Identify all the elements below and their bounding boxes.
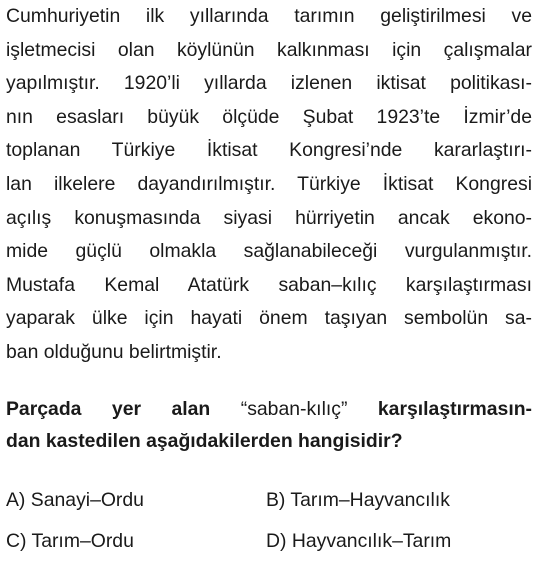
question-stem xyxy=(6,393,532,457)
passage-line: toplanan Türkiye İktisat Kongresi’nde kararlaştırı- xyxy=(6,139,532,162)
passage-line: yaparak ülke için hayati önem taşıyan sembolün sa- xyxy=(6,307,532,330)
option-b[interactable]: B) Tarım–Hayvancılık xyxy=(266,489,450,511)
question-bold-text: Parçada yer alan xyxy=(6,398,211,420)
passage-line: yapılmıştır. 1920’li yıllarda izlenen iktisat politikası- xyxy=(6,72,532,95)
option-c[interactable]: C) Tarım–Ordu xyxy=(6,530,134,552)
passage-line: Cumhuriyetin ilk yıllarında tarımın geliştirilmesi ve xyxy=(6,5,532,27)
question-quoted-phrase: “saban-kılıç” xyxy=(240,398,348,420)
question-bold-text: karşılaştırmasın- xyxy=(377,398,533,420)
passage-line: işletmecisi olan köylünün kalkınması için çalışmalar xyxy=(6,38,532,61)
options-row xyxy=(6,525,532,566)
passage-line: açılış konuşmasında siyasi hürriyetin ancak ekono- xyxy=(6,206,532,229)
passage-line: Mustafa Kemal Atatürk saban–kılıç karşılaştırması xyxy=(6,273,532,296)
passage-text xyxy=(6,0,532,370)
question-line xyxy=(6,393,532,425)
passage-line: nın esasları büyük ölçüde Şubat 1923’te İzmir’de xyxy=(6,105,532,128)
passage-line: lan ilkelere dayandırılmıştır. Türkiye İktisat Kongresi xyxy=(6,172,532,195)
option-a[interactable]: A) Sanayi–Ordu xyxy=(6,489,144,511)
options-row xyxy=(6,484,532,525)
passage-line: mide güçlü olmakla sağlanabileceği vurgulanmıştır. xyxy=(6,240,532,263)
answer-options xyxy=(6,484,532,566)
option-d[interactable]: D) Hayvancılık–Tarım xyxy=(266,530,452,552)
question-line: dan kastedilen aşağıdakilerden hangisidir? xyxy=(6,430,403,452)
passage-line: ban olduğunu belirtmiştir. xyxy=(6,340,222,363)
